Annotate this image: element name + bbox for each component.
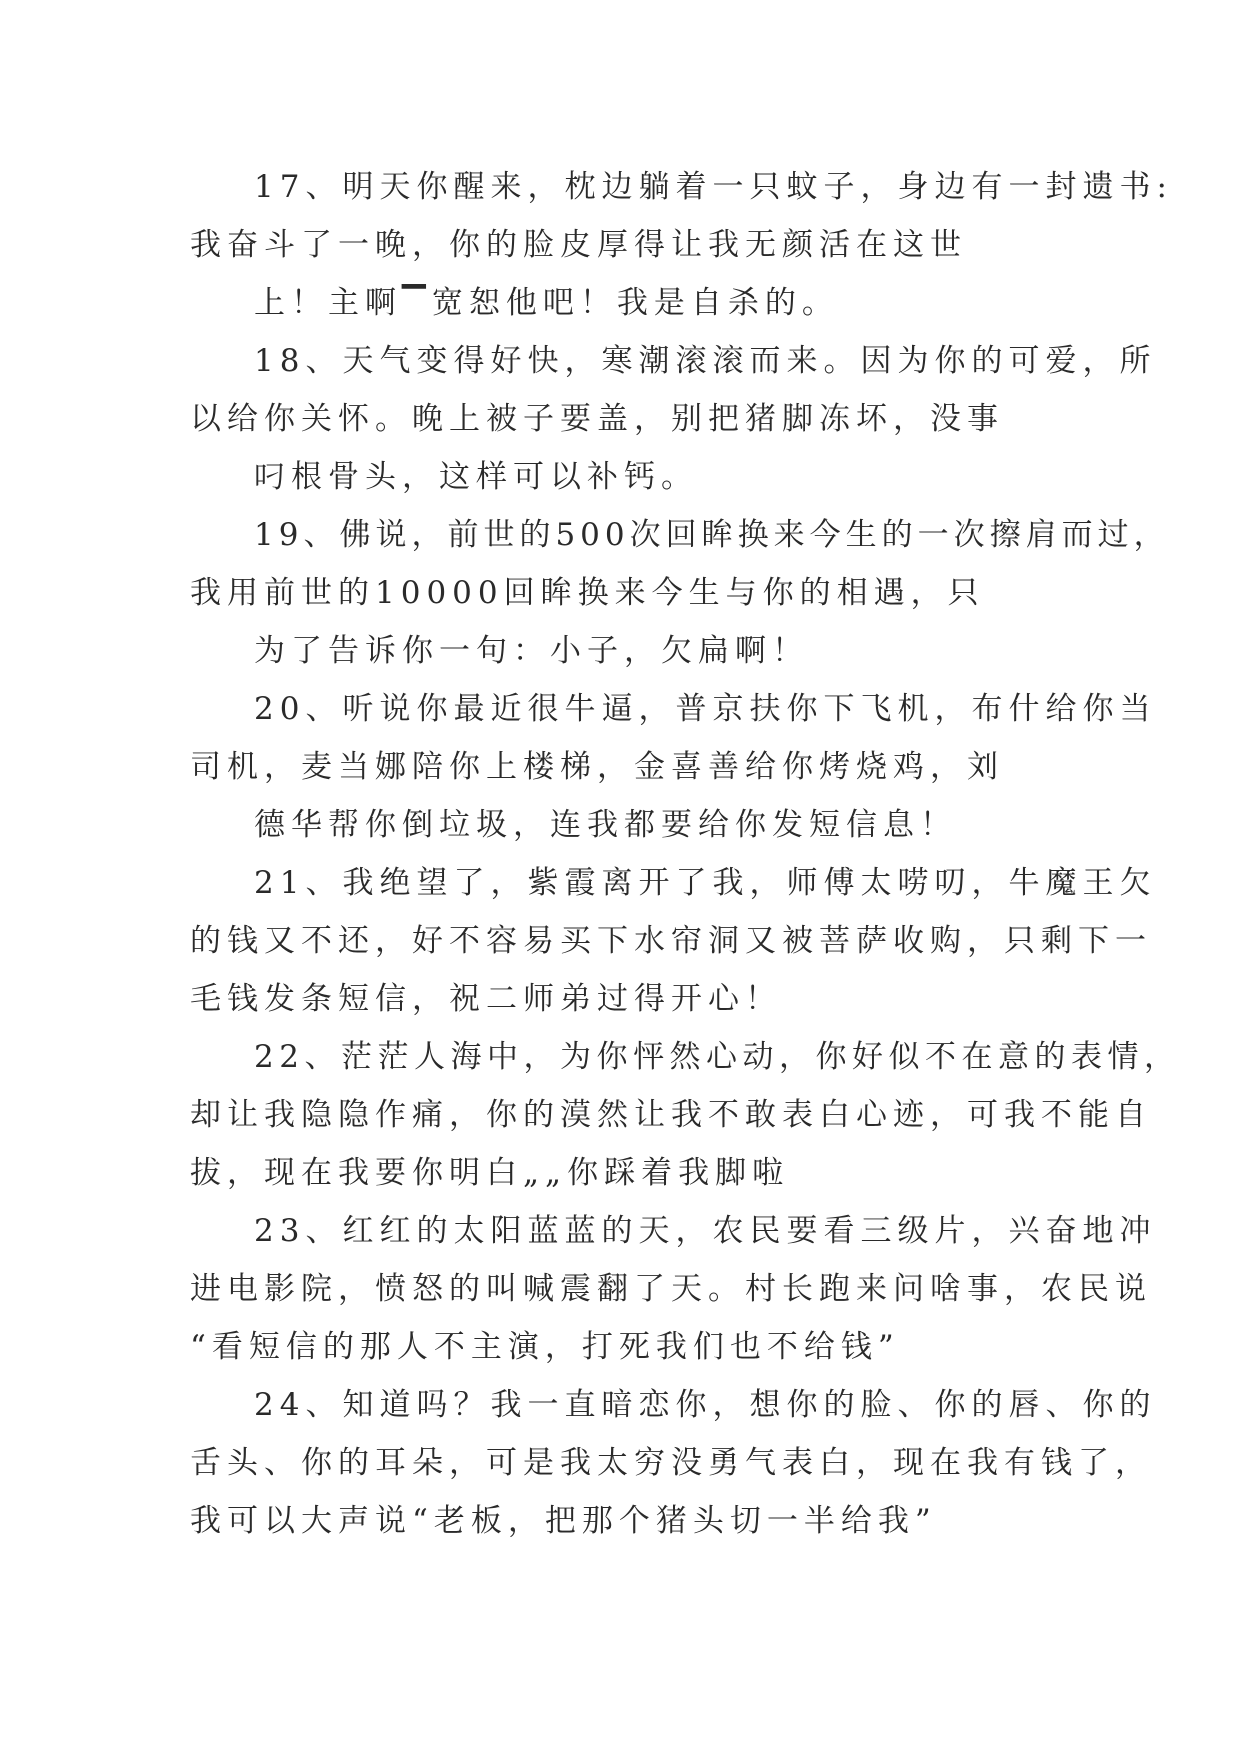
text-line: 我可以大声说“老板，把那个猪头切一半给我” — [190, 1503, 937, 1539]
text-line: 叼根骨头，这样可以补钙。 — [254, 459, 698, 495]
text-line: 23、红红的太阳蓝蓝的天，农民要看三级片，兴奋地冲 — [254, 1213, 1157, 1249]
text-line: 却让我隐隐作痛，你的漠然让我不敢表白心迹，可我不能自 — [190, 1097, 1152, 1133]
text-line: 上！主啊▔宽恕他吧！我是自杀的。 — [254, 285, 839, 321]
text-line: 以给你关怀。晚上被子要盖，别把猪脚冻坏，没事 — [190, 401, 1004, 437]
text-line: 21、我绝望了，紫霞离开了我，师傅太唠叨，牛魔王欠 — [254, 865, 1157, 901]
text-line: 17、明天你醒来，枕边躺着一只蚊子，身边有一封遗书: — [254, 169, 1173, 205]
text-line: 进电影院，愤怒的叫喊震翻了天。村长跑来问啥事，农民说 — [190, 1271, 1152, 1307]
text-line: 22、茫茫人海中，为你怦然心动，你好似不在意的表情， — [254, 1039, 1181, 1075]
text-line: 为了告诉你一句：小子，欠扁啊！ — [254, 633, 809, 669]
text-line: 拔，现在我要你明白„„你踩着我脚啦 — [190, 1155, 790, 1191]
text-line: 我奋斗了一晚，你的脸皮厚得让我无颜活在这世 — [190, 227, 967, 263]
text-line: 舌头、你的耳朵，可是我太穷没勇气表白，现在我有钱了， — [190, 1445, 1152, 1481]
text-line: 德华帮你倒垃圾，连我都要给你发短信息！ — [254, 807, 957, 843]
text-line: 毛钱发条短信，祝二师弟过得开心！ — [190, 981, 782, 1017]
text-line: 19、佛说，前世的500次回眸换来今生的一次擦肩而过， — [254, 517, 1170, 553]
text-line: 20、听说你最近很牛逼，普京扶你下飞机，布什给你当 — [254, 691, 1157, 727]
text-line: 的钱又不还，好不容易买下水帘洞又被菩萨收购，只剩下一 — [190, 923, 1152, 959]
text-line: 24、知道吗？我一直暗恋你，想你的脸、你的唇、你的 — [254, 1387, 1157, 1423]
text-line: “看短信的那人不主演，打死我们也不给钱” — [190, 1329, 900, 1365]
text-line: 我用前世的10000回眸换来今生与你的相遇，只 — [190, 575, 985, 611]
text-line: 18、天气变得好快，寒潮滚滚而来。因为你的可爱，所 — [254, 343, 1157, 379]
text-line: 司机，麦当娜陪你上楼梯，金喜善给你烤烧鸡，刘 — [190, 749, 1004, 785]
